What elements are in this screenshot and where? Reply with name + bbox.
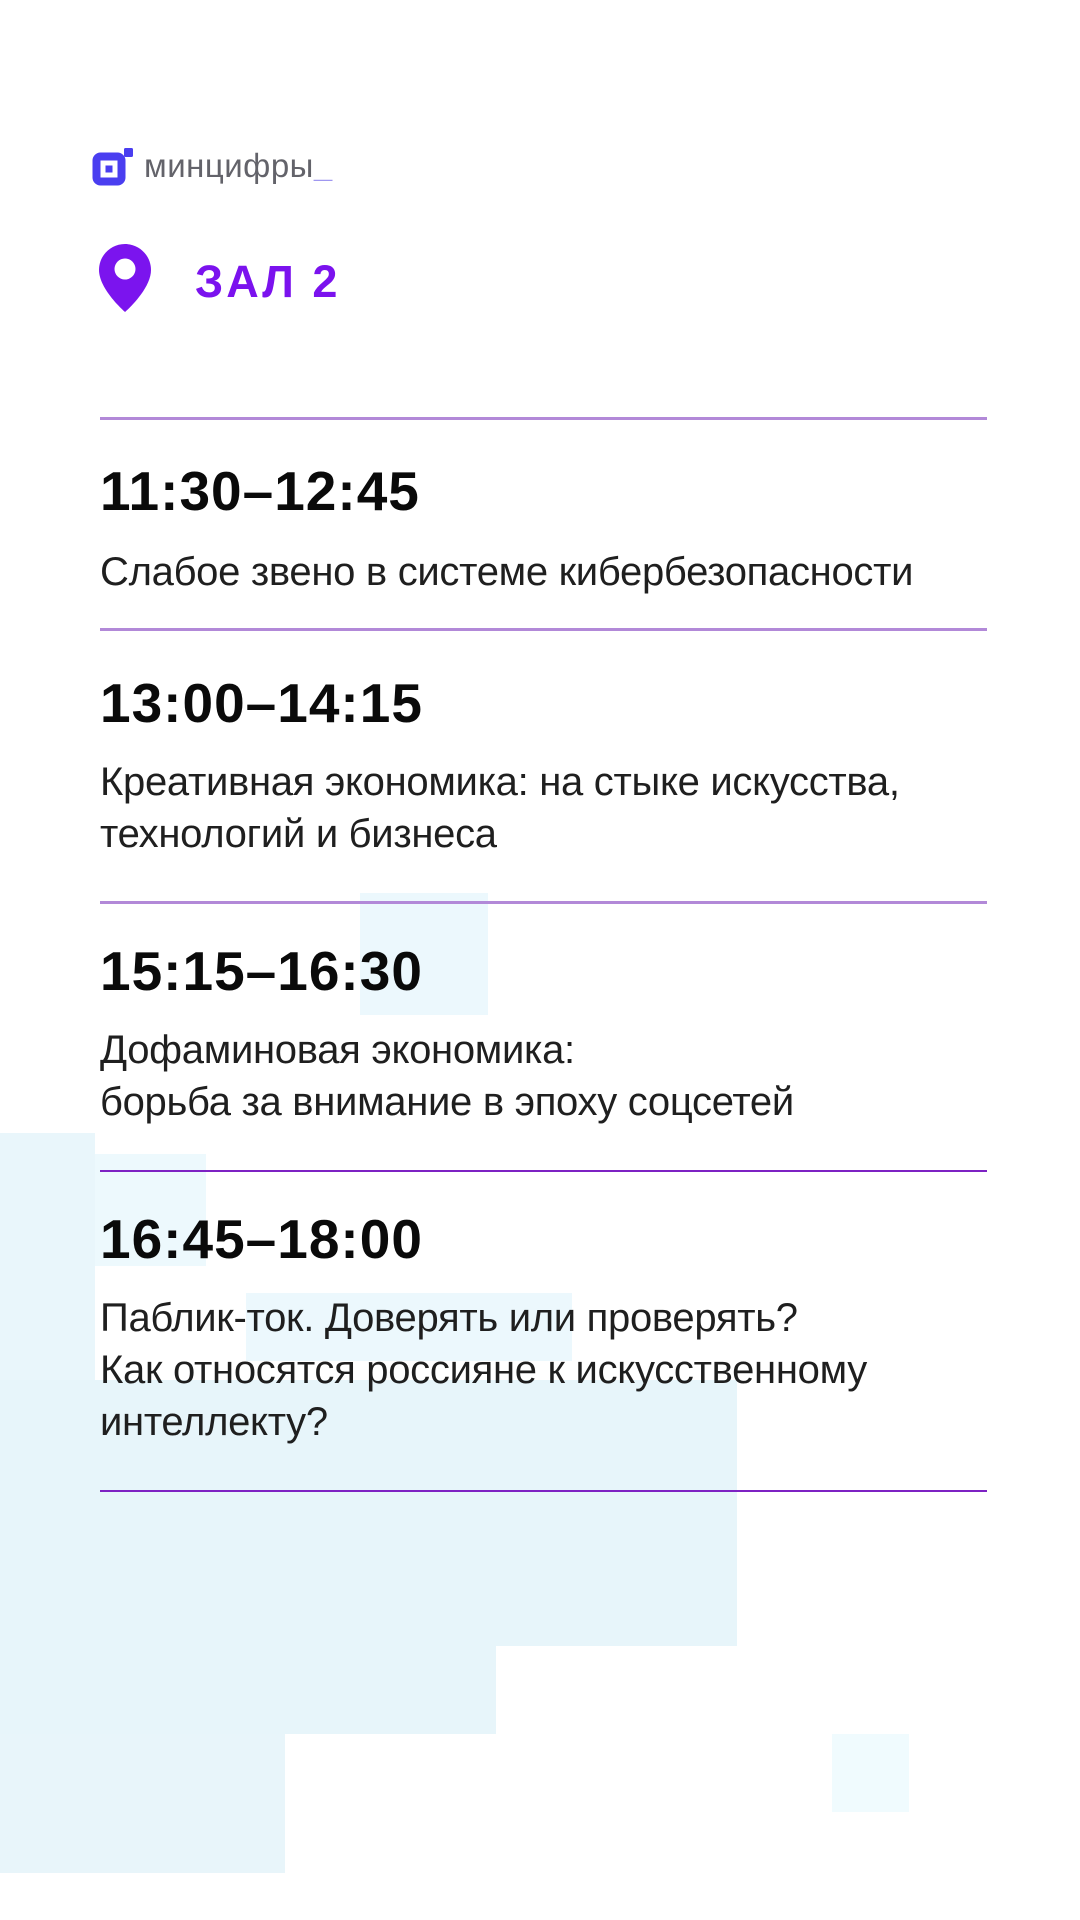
bg-square [832, 1734, 909, 1812]
logo-underscore: _ [313, 146, 333, 184]
divider [100, 901, 987, 904]
slot-time: 11:30–12:45 [100, 460, 420, 522]
slot-title [100, 1292, 1000, 1448]
slot-title-line: Дофаминовая экономика: [100, 1028, 575, 1072]
schedule-slot [100, 672, 1000, 860]
slot-title [100, 1024, 1000, 1128]
schedule-slot [100, 1208, 1000, 1448]
slot-title [100, 546, 1000, 598]
hall-label: ЗАЛ 2 [195, 255, 341, 307]
hall-heading [99, 244, 340, 312]
divider [100, 628, 987, 631]
slot-title-line: Паблик-ток. Доверять или проверять? [100, 1296, 798, 1340]
slot-title-line: интеллекту? [100, 1400, 328, 1444]
divider [100, 417, 987, 420]
slot-title-line: технологий и бизнеса [100, 812, 497, 856]
slot-title-line: борьба за внимание в эпоху соцсетей [100, 1080, 794, 1124]
logo-wordmark: минцифры_ [144, 146, 333, 184]
slot-title [100, 756, 1000, 860]
slot-title-line: Слабое звено в системе кибербезопасности [100, 550, 914, 594]
location-pin-icon [99, 244, 151, 312]
mintsifry-logo-icon [92, 144, 134, 186]
divider [100, 1490, 987, 1492]
schedule-slot [100, 460, 1000, 598]
bg-square [0, 1734, 285, 1873]
slot-title-line: Креативная экономика: на стыке искусства, [100, 760, 900, 804]
schedule-slot [100, 940, 1000, 1128]
slot-time: 16:45–18:00 [100, 1208, 423, 1270]
divider [100, 1170, 987, 1172]
slot-time: 15:15–16:30 [100, 940, 423, 1002]
slot-title-line: Как относятся россияне к искусственному [100, 1348, 867, 1392]
bg-square [0, 1133, 95, 1398]
slot-time: 13:00–14:15 [100, 672, 423, 734]
bg-square [0, 1646, 496, 1734]
mintsifry-logo [92, 144, 333, 186]
